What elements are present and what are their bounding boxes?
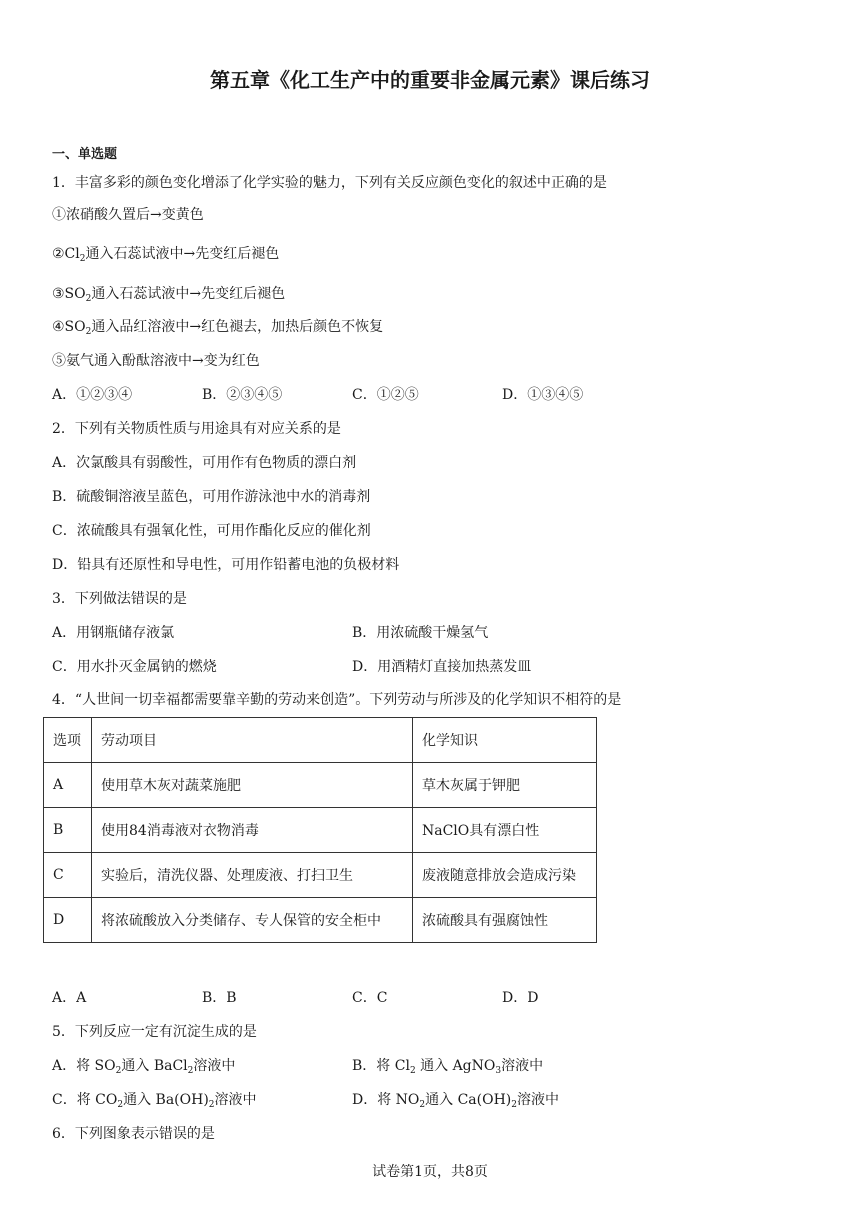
- q1-item-2: $②Cl_2$通入石蕊试液中→先变红后褪色: [52, 246, 280, 264]
- table-header-row: [44, 718, 597, 763]
- table-cell: D: [44, 898, 92, 943]
- table-cell: 废液随意排放会造成污染: [413, 853, 597, 898]
- q4-option-b[interactable]: B．B: [202, 990, 237, 1006]
- q5-option-b[interactable]: B．将 $Cl_2$ 通入 AgNO$_3$溶液中: [352, 1058, 544, 1076]
- q5-option-a[interactable]: A．将 $SO_2$通入 BaCl$_2$溶液中: [52, 1058, 236, 1076]
- q1-item-4: $④SO_2$通入品红溶液中→红色褪去，加热后颜色不恢复: [52, 319, 384, 337]
- q4-option-a[interactable]: A．A: [52, 990, 87, 1006]
- table-row: [44, 898, 597, 943]
- q3-option-c[interactable]: C．用水扑灭金属钠的燃烧: [52, 659, 217, 675]
- q5-option-c[interactable]: C．将 $CO_2$通入 $Ba(OH)_2$溶液中: [52, 1092, 257, 1110]
- question-5-stem: 5．下列反应一定有沉淀生成的是: [52, 1024, 257, 1040]
- q1-option-d[interactable]: D．①③④⑤: [502, 387, 584, 403]
- table-cell: NaClO具有漂白性: [413, 808, 597, 853]
- q5-option-d[interactable]: D．将 $NO_2$通入 $Ca(OH)_2$溶液中: [352, 1092, 559, 1110]
- question-4-stem: 4．“人世间一切幸福都需要靠辛勤的劳动来创造”。下列劳动与所涉及的化学知识不相符的是: [52, 692, 622, 708]
- table-cell: 实验后，清洗仪器、处理废液、打扫卫生: [92, 853, 413, 898]
- q2-option-b[interactable]: B．硫酸铜溶液呈蓝色，可用作游泳池中水的消毒剂: [52, 489, 371, 505]
- q2-option-d[interactable]: D．铅具有还原性和导电性，可用作铅蓄电池的负极材料: [52, 557, 400, 573]
- table-cell: 使用84消毒液对衣物消毒: [92, 808, 413, 853]
- table-cell: 浓硫酸具有强腐蚀性: [413, 898, 597, 943]
- table-cell: B: [44, 808, 92, 853]
- table-header-cell: 选项: [44, 718, 92, 763]
- question-1-stem: 1．丰富多彩的颜色变化增添了化学实验的魅力，下列有关反应颜色变化的叙述中正确的是: [52, 175, 607, 191]
- q1-option-c[interactable]: C．①②⑤: [352, 387, 419, 403]
- table-cell: 草木灰属于钾肥: [413, 763, 597, 808]
- page-footer: 试卷第1页，共8页: [372, 1164, 488, 1180]
- table-row: [44, 808, 597, 853]
- table-cell: 使用草木灰对蔬菜施肥: [92, 763, 413, 808]
- q4-table: [43, 717, 597, 943]
- table-cell: A: [44, 763, 92, 808]
- q3-option-b[interactable]: B．用浓硫酸干燥氢气: [352, 625, 489, 641]
- question-3-stem: 3．下列做法错误的是: [52, 591, 187, 607]
- q1-item-5: ⑤氨气通入酚酞溶液中→变为红色: [52, 353, 260, 369]
- question-6-stem: 6．下列图象表示错误的是: [52, 1126, 215, 1142]
- page-title: 第五章《化工生产中的重要非金属元素》课后练习: [210, 68, 650, 92]
- q3-option-d[interactable]: D．用酒精灯直接加热蒸发皿: [352, 659, 532, 675]
- q1-option-a[interactable]: A．①②③④: [52, 387, 133, 403]
- q4-option-c[interactable]: C．C: [352, 990, 388, 1006]
- table-cell: C: [44, 853, 92, 898]
- q2-option-c[interactable]: C．浓硫酸具有强氧化性，可用作酯化反应的催化剂: [52, 523, 371, 539]
- section-heading: 一、单选题: [52, 147, 118, 162]
- table-row: [44, 763, 597, 808]
- q1-option-b[interactable]: B．②③④⑤: [202, 387, 283, 403]
- q1-item-3: $③SO_2$通入石蕊试液中→先变红后褪色: [52, 286, 286, 304]
- table-header-cell: 劳动项目: [92, 718, 413, 763]
- q3-option-a[interactable]: A．用钢瓶储存液氯: [52, 625, 175, 641]
- q1-item-1: ①浓硝酸久置后→变黄色: [52, 207, 204, 223]
- question-2-stem: 2．下列有关物质性质与用途具有对应关系的是: [52, 421, 341, 437]
- table-row: [44, 853, 597, 898]
- table-cell: 将浓硫酸放入分类储存、专人保管的安全柜中: [92, 898, 413, 943]
- table-header-cell: 化学知识: [413, 718, 597, 763]
- q2-option-a[interactable]: A．次氯酸具有弱酸性，可用作有色物质的漂白剂: [52, 455, 357, 471]
- q4-option-d[interactable]: D．D: [502, 990, 539, 1006]
